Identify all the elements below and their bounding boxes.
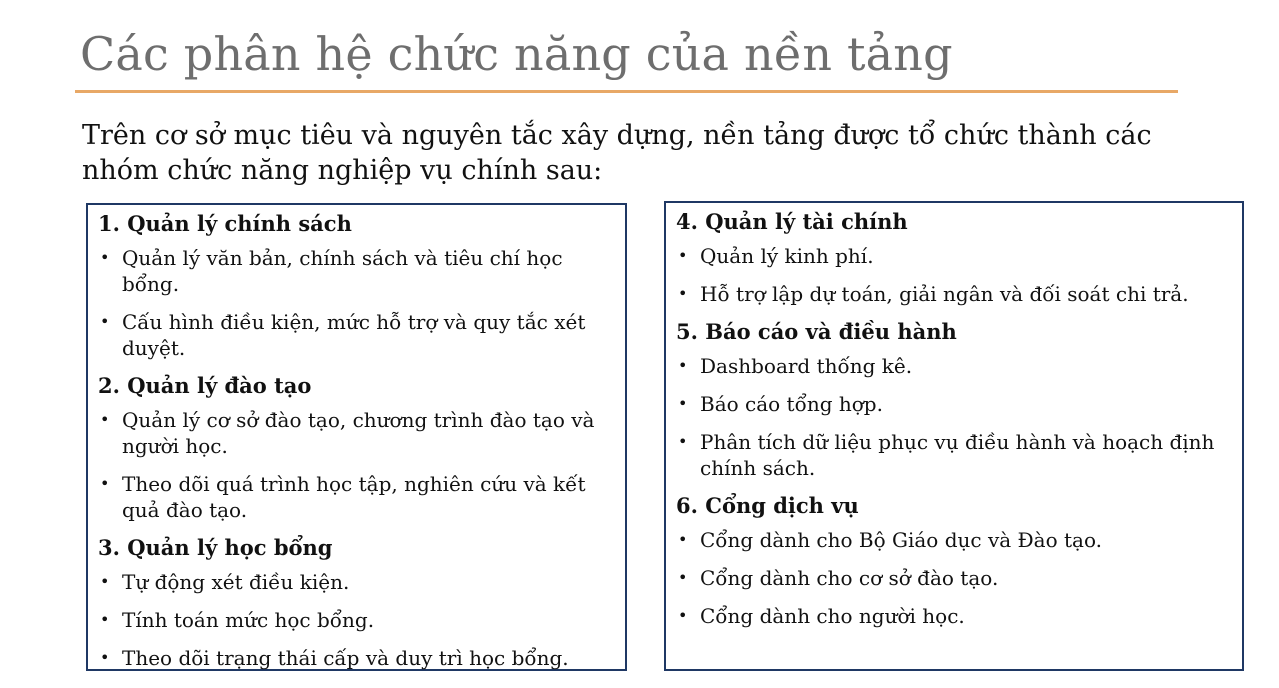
left-module-box <box>86 203 627 671</box>
list-item: • Quản lý cơ sở đào tạo, chương trình đào tạo và người học. <box>100 408 595 458</box>
bullet-icon: • <box>678 356 688 375</box>
section-finance <box>676 209 1232 307</box>
bullet-icon: • <box>100 572 110 591</box>
section-title: 1. Quản lý chính sách <box>98 211 352 236</box>
list-item: • Theo dõi trạng thái cấp và duy trì học bổng. <box>100 646 569 670</box>
section-training <box>98 373 615 523</box>
list-item: • Tính toán mức học bổng. <box>100 608 375 632</box>
list-item: • Hỗ trợ lập dự toán, giải ngân và đối soát chi trả. <box>678 282 1189 306</box>
bullet-icon: • <box>678 568 688 587</box>
bullet-icon: • <box>678 246 688 265</box>
section-title: 5. Báo cáo và điều hành <box>676 319 957 344</box>
section-portal <box>676 493 1232 629</box>
title-underline <box>75 90 1178 93</box>
bullet-icon: • <box>678 394 688 413</box>
section-title: 6. Cổng dịch vụ <box>676 493 859 518</box>
list-item: • Theo dõi quá trình học tập, nghiên cứu và kết quả đào tạo. <box>100 472 586 522</box>
section-title: 2. Quản lý đào tạo <box>98 373 312 398</box>
list-item: • Phân tích dữ liệu phục vụ điều hành và hoạch định chính sách. <box>678 430 1215 480</box>
bullet-icon: • <box>100 410 110 429</box>
list-item: • Tự động xét điều kiện. <box>100 570 350 594</box>
list-item: • Quản lý kinh phí. <box>678 244 874 268</box>
bullet-icon: • <box>100 248 110 267</box>
intro-text: Trên cơ sở mục tiêu và nguyên tắc xây dựng, nền tảng được tổ chức thành các nhóm chức năng nghiệp vụ chính sau: <box>82 120 1152 186</box>
list-item: • Cấu hình điều kiện, mức hỗ trợ và quy tắc xét duyệt. <box>100 310 586 360</box>
list-item: • Cổng dành cho người học. <box>678 604 965 628</box>
list-item: • Báo cáo tổng hợp. <box>678 392 883 416</box>
list-item: • Cổng dành cho Bộ Giáo dục và Đào tạo. <box>678 528 1102 552</box>
bullet-icon: • <box>678 284 688 303</box>
bullet-icon: • <box>100 610 110 629</box>
bullet-icon: • <box>100 474 110 493</box>
list-item: • Dashboard thống kê. <box>678 354 913 378</box>
bullet-icon: • <box>100 648 110 667</box>
section-policy <box>98 211 615 361</box>
bullet-icon: • <box>100 312 110 331</box>
section-scholarship <box>98 535 615 671</box>
bullet-icon: • <box>678 530 688 549</box>
slide-title: Các phân hệ chức năng của nền tảng <box>80 27 953 81</box>
bullet-icon: • <box>678 432 688 451</box>
section-title: 4. Quản lý tài chính <box>676 209 908 234</box>
section-reporting <box>676 319 1232 481</box>
list-item: • Cổng dành cho cơ sở đào tạo. <box>678 566 999 590</box>
list-item: • Quản lý văn bản, chính sách và tiêu chí học bổng. <box>100 246 563 296</box>
bullet-icon: • <box>678 606 688 625</box>
section-title: 3. Quản lý học bổng <box>98 535 333 560</box>
right-module-box <box>664 201 1244 671</box>
